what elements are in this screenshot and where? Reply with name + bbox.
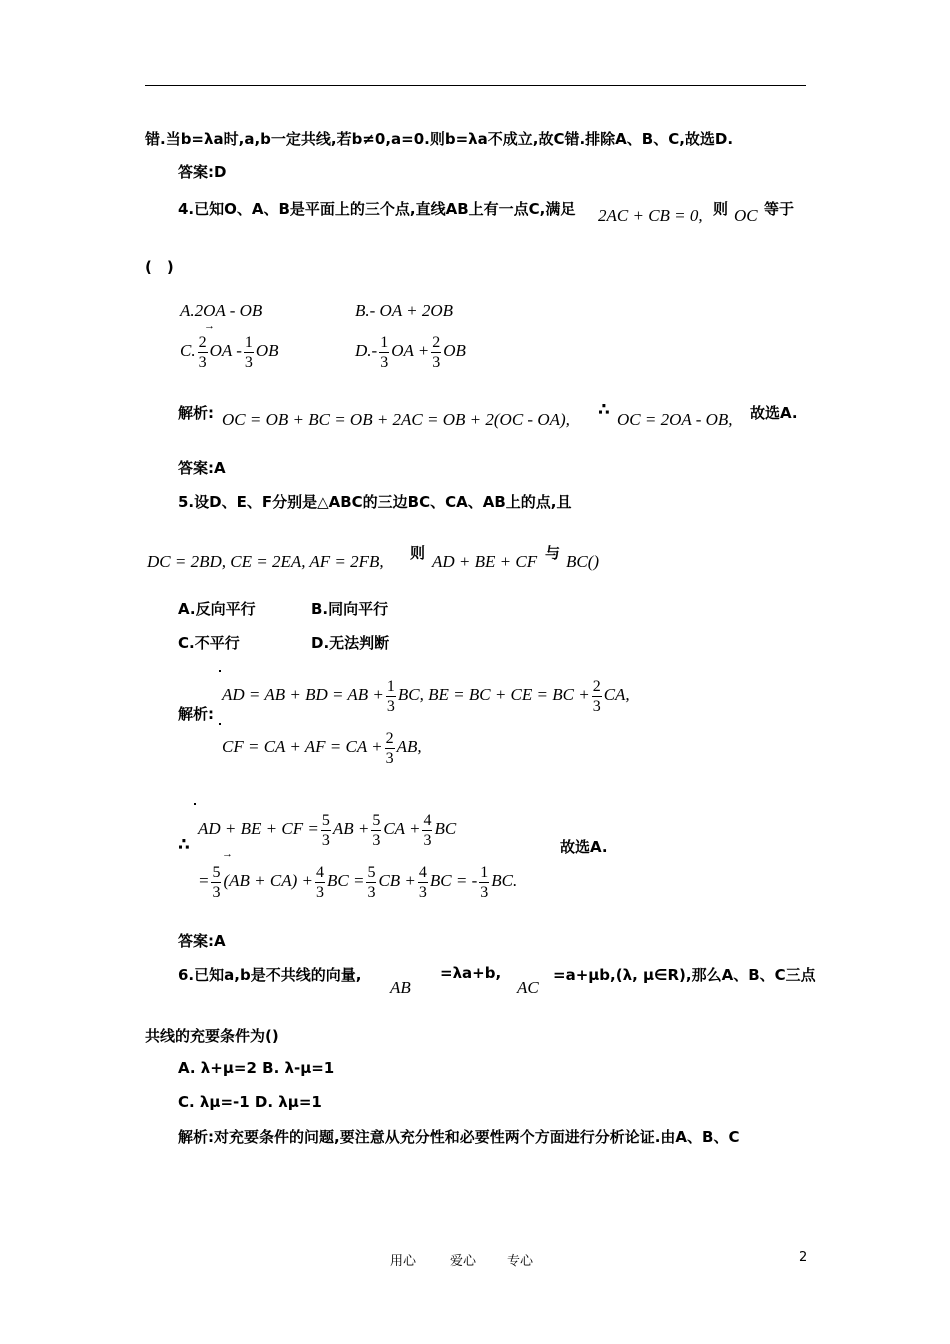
therefore-symbol: ∴ — [598, 400, 610, 420]
dot-mark — [194, 803, 196, 805]
q4-text: 4.已知O、A、B是平面上的三个点,直线AB上有一点C,满足 — [178, 200, 576, 218]
q4-paren: ( ) — [145, 258, 174, 276]
q6-ac: AC — [517, 978, 539, 997]
q5-option-a: A.反向平行 — [178, 600, 256, 618]
continued-text: 错.当b=λa时,a,b一定共线,若b≠0,a=0.则b=λa不成立,故C错.排除A、B、C,故选D. — [145, 130, 734, 148]
vector-arrow-mark: → — [222, 848, 233, 860]
q4-solution: OC = OB + BC = OB + 2AC = OB + 2(OC - OA), — [222, 410, 570, 429]
q6-options-ab: A. λ+μ=2 B. λ-μ=1 — [178, 1059, 335, 1077]
q4-dengyu: 等于 — [764, 200, 795, 218]
footer-yongxin: 用心 — [390, 1254, 417, 1269]
q6-mid-2: =a+μb,(λ, μ∈R),那么A、B、C三点 — [553, 966, 816, 984]
q5-text: 5.设D、E、F分别是△ABC的三边BC、CA、AB上的点,且 — [178, 493, 572, 511]
q4-option-a: A.2OA - OB — [180, 301, 263, 320]
q5-option-b: B.同向平行 — [311, 600, 389, 618]
q4-condition: 2AC + CB = 0, — [598, 206, 703, 225]
q4-jiexi: 解析: — [178, 404, 214, 422]
q5-option-d: D.无法判断 — [311, 634, 390, 652]
q5-answer: 答案:A — [178, 932, 226, 950]
q6-ab: AB — [390, 978, 411, 997]
q5-solution-line-1: AD = AB + BD = AB + $\frac{1}{3}$ BC, BE = BC + CE = BC + $\frac{2}{3}$ CA, — [222, 677, 630, 715]
q5-yu: 与 — [545, 544, 561, 562]
dot-mark — [219, 670, 221, 672]
footer-aixin: 爱心 — [450, 1254, 477, 1269]
q5-condition: DC = 2BD, CE = 2EA, AF = 2FB, — [147, 552, 384, 571]
page-number: 2 — [799, 1250, 808, 1265]
dot-mark — [219, 723, 221, 725]
q4-option-c: C. $\frac{2}{3}$ OA - $\frac{1}{3}$ OB — [180, 333, 279, 371]
q6-options-cd: C. λμ=-1 D. λμ=1 — [178, 1093, 322, 1111]
q5-solution-line-2: CF = CA + AF = CA + $\frac{2}{3}$ AB, — [222, 729, 422, 767]
footer-zhuanxin: 专心 — [507, 1254, 534, 1269]
q5-solution-line-4: = $\frac{5}{3}$ (AB + CA) + $\frac{4}{3}$ BC = $\frac{5}{3}$ CB + $\frac{4}{3}$ BC = - $\frac{1}{3}$ BC. — [198, 863, 518, 901]
q6-mid-1: =λa+b, — [440, 964, 502, 982]
q5-expr: AD + BE + CF — [432, 552, 538, 571]
q4-option-b: B.- OA + 2OB — [355, 301, 454, 320]
q4-oc: OC — [734, 206, 758, 225]
q4-option-d: D.- $\frac{1}{3}$ OA + $\frac{2}{3}$ OB — [355, 333, 466, 371]
q6-text: 6.已知a,b是不共线的向量, — [178, 966, 362, 984]
q5-solution-line-3: AD + BE + CF = $\frac{5}{3}$ AB + $\frac{5}{3}$ CA + $\frac{4}{3}$ BC — [198, 811, 457, 849]
q5-jiexi: 解析: — [178, 705, 214, 723]
q6-line-2: 共线的充要条件为() — [145, 1027, 279, 1045]
header-rule — [145, 85, 806, 86]
q4-solution-2: OC = 2OA - OB, — [617, 410, 733, 429]
q4-ze: 则 — [713, 200, 729, 218]
q4-answer: 答案:A — [178, 459, 226, 477]
answer-prev: 答案:D — [178, 163, 227, 181]
q5-ze: 则 — [410, 544, 426, 562]
q6-jiexi: 解析:对充要条件的问题,要注意从充分性和必要性两个方面进行分析论证.由A、B、C — [178, 1128, 740, 1146]
q5-bc: BC() — [566, 552, 600, 571]
vector-arrow-mark: → — [204, 320, 215, 332]
q4-conclusion: 故选A. — [750, 404, 798, 422]
therefore-symbol: ∴ — [178, 835, 190, 855]
q5-conclusion: 故选A. — [560, 838, 608, 856]
q5-option-c: C.不平行 — [178, 634, 240, 652]
